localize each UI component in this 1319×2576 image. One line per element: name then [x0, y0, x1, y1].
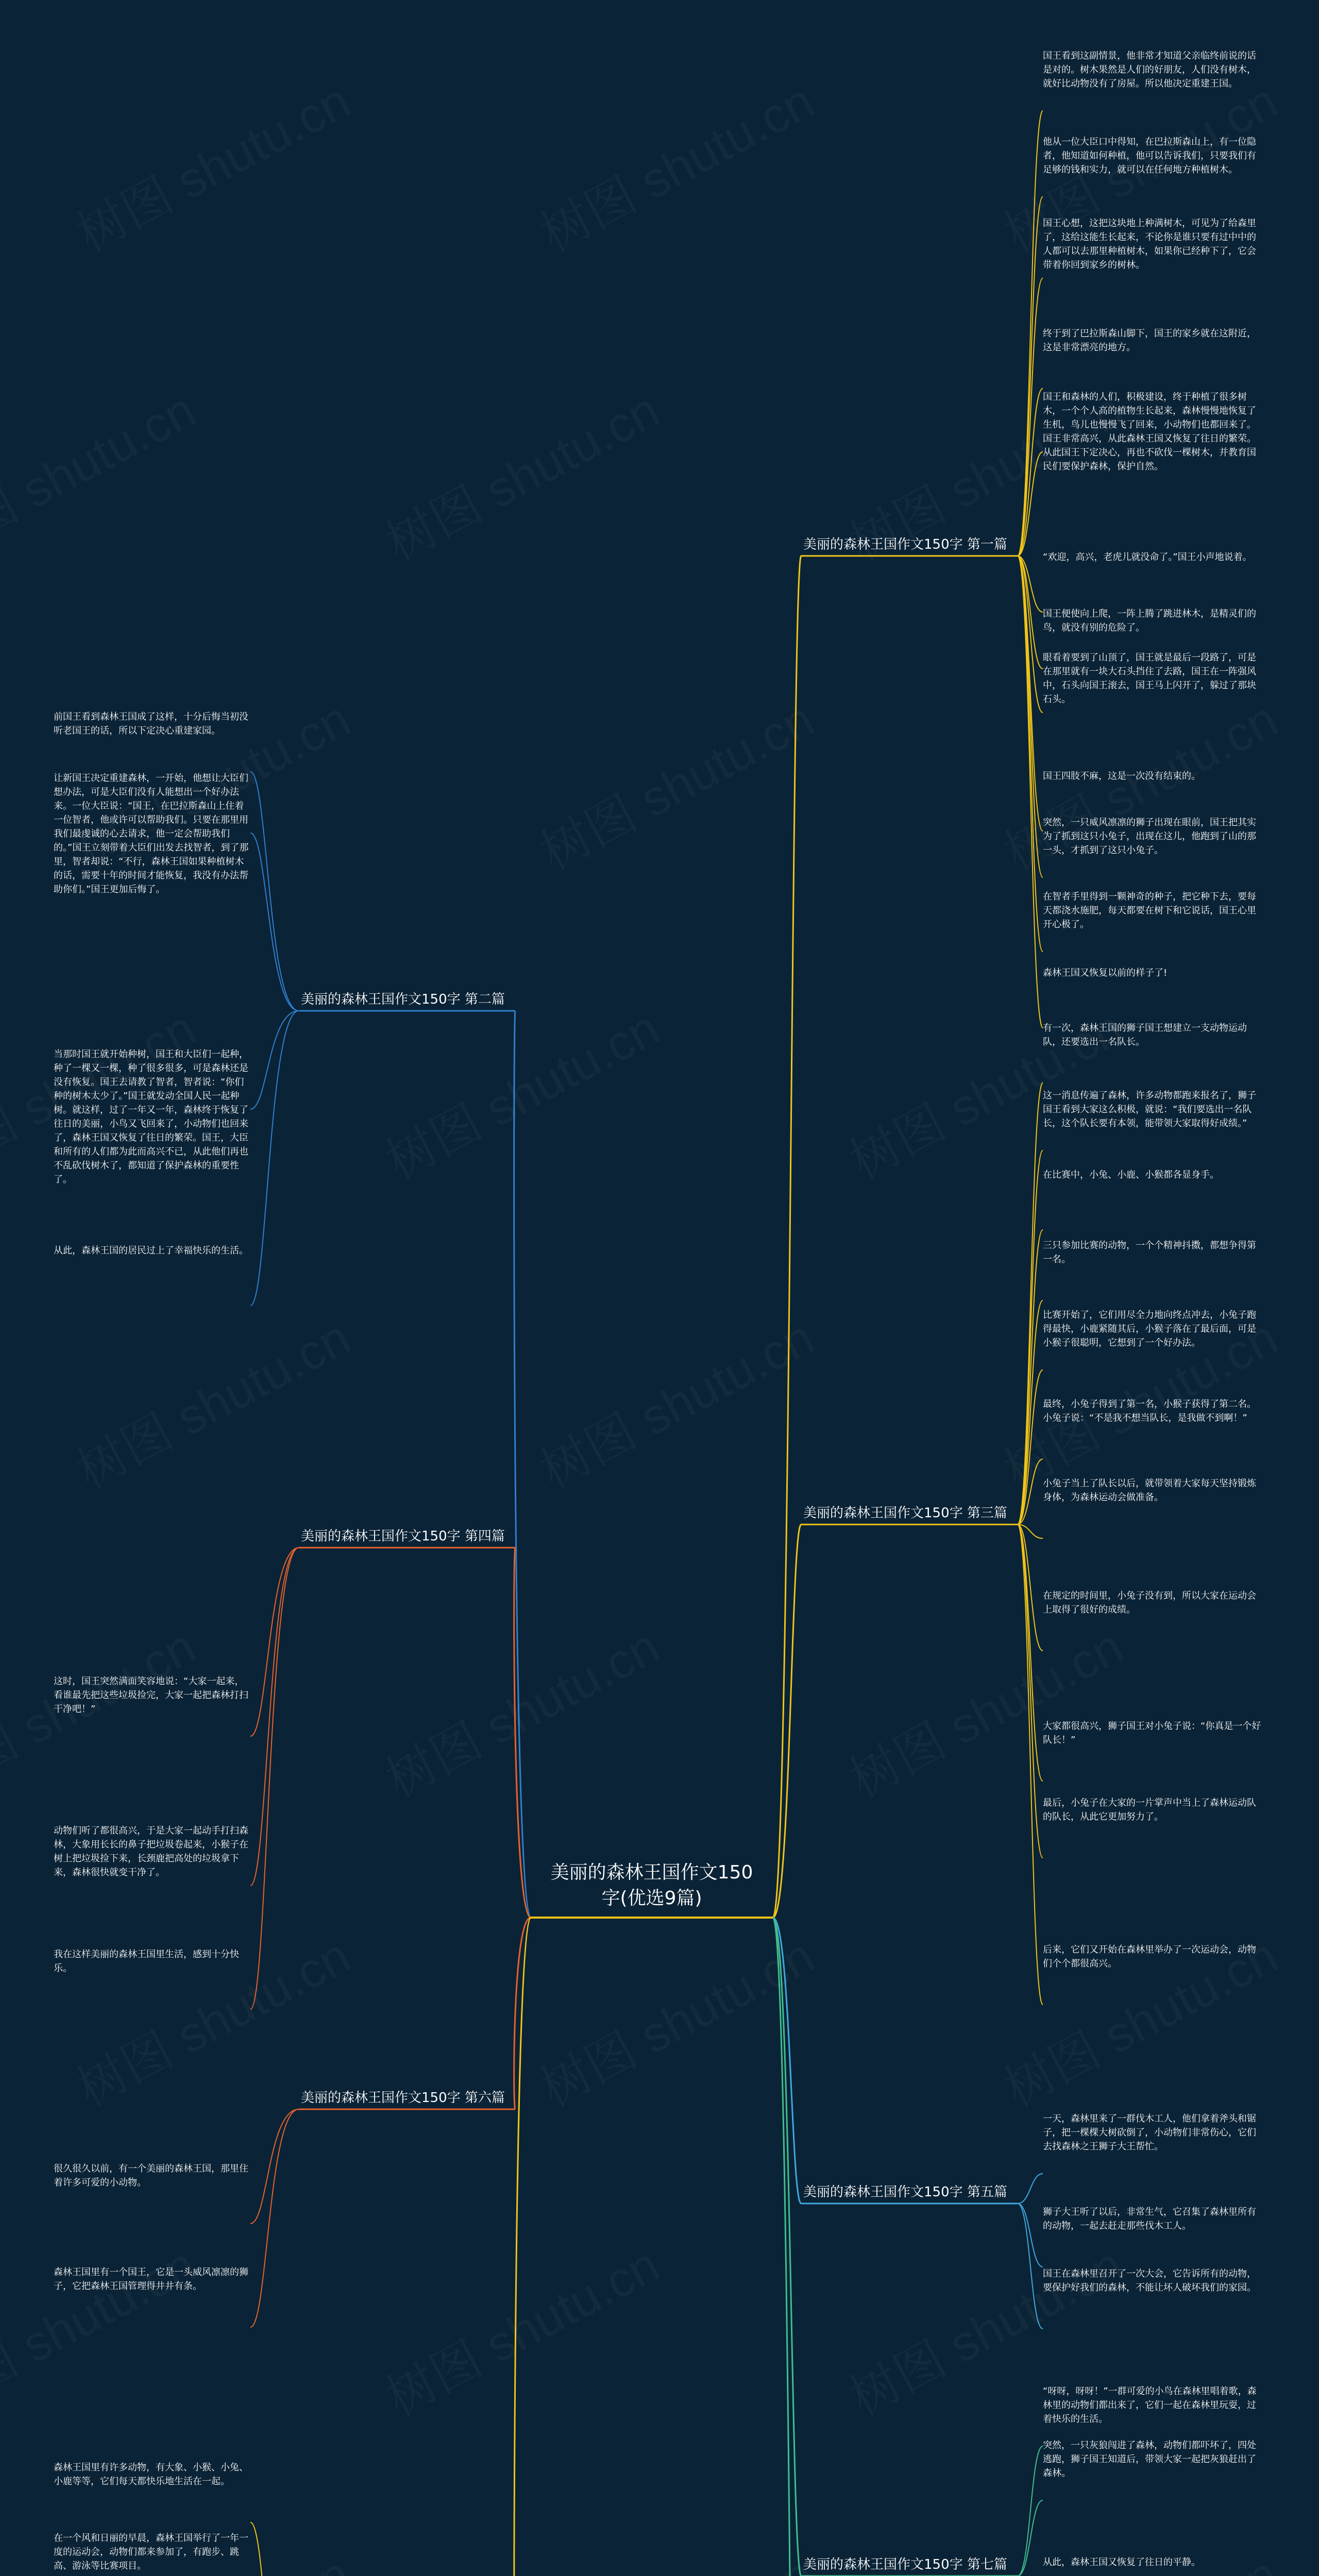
branch-1-leaf[interactable]: “欢迎，高兴，老虎儿就没命了。”国王小声地说着。: [1043, 552, 1252, 563]
branch-1-leaf[interactable]: 眼看着要到了山顶了，国王就是最后一段路了，可是在那里就有一块大石头挡住了去路，国王在一阵强风中，石头向国王滚去，国王马上闪开了，躲过了那块石头。: [1043, 652, 1256, 705]
branch-5-leaf-connector: [1018, 2174, 1043, 2204]
branch-2-leaf[interactable]: 前国王看到森林王国成了这样，十分后悔当初没听老国王的话，所以下定决心重建家园。: [54, 711, 248, 736]
branch-2-leaf[interactable]: 让新国王决定重建森林，一开始，他想让大臣们想办法，可是大臣们没有人能想出一个好办法来。一位大臣说：“国王，在巴拉斯森山上住着一位智者，他或许可以帮助我们。只要在那里用我们最虔诚的心去请求，他一定会帮助我们的。”国王立刻带着大臣们出发去找智者，到了那里，智者却说：“不行，森林王国如果种植树木的话，需要十年的时间才能恢复，我没有办法帮助你们。”国王更加后悔了。: [54, 773, 249, 895]
branch-1-leaf[interactable]: 终于到了巴拉斯森山脚下，国王的家乡就在这附近，这是非常漂亮的地方。: [1043, 328, 1256, 353]
branch-1-leaf[interactable]: 国王和森林的人们，积极建设，终于种植了很多树木，一个个人高的植物生长起来，森林慢慢地恢复了生机，鸟儿也慢慢飞了回来，小动物们也都回来了。国王非常高兴，从此森林王国又恢复了往日的繁荣。从此国王下定决心，再也不砍伐一棵树木，并教育国民们要保护森林，保护自然。: [1043, 392, 1256, 472]
branch-2-leaf-connector: [250, 1011, 299, 1306]
branch-4-leaf[interactable]: 动物们听了都很高兴，于是大家一起动手打扫森林，大象用长长的鼻子把垃圾卷起来，小猴子在树上把垃圾捡下来，长颈鹿把高处的垃圾拿下来，森林很快就变干净了。: [54, 1825, 248, 1878]
branch-1-leaf[interactable]: 国王四肢不麻，这是一次没有结束的。: [1043, 771, 1200, 782]
branch-3-leaf[interactable]: 三只参加比赛的动物，一个个精神抖擞，都想争得第一名。: [1043, 1240, 1256, 1265]
branch-2-leaf-connector: [250, 1011, 299, 1109]
branch-8-connector: [514, 1918, 531, 2576]
branch-7-title[interactable]: 美丽的森林王国作文150字 第七篇: [803, 2557, 1007, 2572]
branch-4-leaf-connector: [250, 1548, 299, 2009]
branch-3-leaf-connector: [1018, 1083, 1043, 1524]
branch-8-leaf[interactable]: 森林王国里有许多动物，有大象、小猴、小兔、小鹿等等，它们每天都快乐地生活在一起。: [54, 2462, 248, 2487]
branch-2-leaf[interactable]: 从此，森林王国的居民过上了幸福快乐的生活。: [54, 1245, 248, 1256]
branch-3-leaf-connector: [1018, 1524, 1043, 1858]
branch-7-leaf[interactable]: 突然，一只灰狼闯进了森林，动物们都吓坏了，四处逃跑，狮子国王知道后，带领大家一起把灰狼赶出了森林。: [1043, 2440, 1256, 2479]
branch-1-title[interactable]: 美丽的森林王国作文150字 第一篇: [803, 537, 1007, 552]
branch-3-leaf[interactable]: 比赛开始了，它们用尽全力地向终点冲去，小兔子跑得最快，小鹿紧随其后，小猴子落在了最后面，可是小猴子很聪明，它想到了一个好办法。: [1043, 1310, 1256, 1348]
branch-6-leaf[interactable]: 很久很久以前，有一个美丽的森林王国，那里住着许多可爱的小动物。: [54, 2163, 248, 2188]
branch-4-leaf[interactable]: 这时，国王突然满面笑容地说：“大家一起来，看谁最先把这些垃圾捡完，大家一起把森林打扫干净吧！”: [54, 1676, 248, 1715]
branch-3-leaf[interactable]: 有一次，森林王国的狮子国王想建立一支动物运动队，还要选出一名队长。: [1043, 1023, 1247, 1047]
branch-2-leaf-connector: [250, 772, 299, 1011]
branch-1-leaf[interactable]: 国王看到这副情景，他非常才知道父亲临终前说的话是对的。树木果然是人们的好朋友，人们没有树木，就好比动物没有了房屋。所以他决定重建王国。: [1043, 50, 1256, 89]
branch-6-leaf-connector: [250, 2109, 299, 2327]
branch-7-leaf[interactable]: 从此，森林王国又恢复了往日的平静。: [1043, 2557, 1200, 2568]
root-topic[interactable]: [531, 1856, 773, 1917]
branch-1-leaf-connector: [1018, 278, 1043, 556]
branch-1-leaf[interactable]: 国王心想，这把这块地上种满树木，可见为了给森里了，这给这能生长起来，不论你是谁只要有过中中的人都可以去那里种植树木，如果你已经种下了，它会带着你回到家乡的树林。: [1043, 218, 1256, 270]
branch-6-title[interactable]: 美丽的森林王国作文150字 第六篇: [301, 2090, 505, 2106]
branch-7-leaf-connector: [1018, 2446, 1043, 2576]
branch-3-leaf[interactable]: 大家都很高兴，狮子国王对小兔子说：“你真是一个好队长！”: [1043, 1721, 1261, 1745]
branch-1-leaf-connector: [1018, 111, 1043, 556]
branch-3-leaf-connector: [1018, 1150, 1043, 1524]
branch-1-leaf[interactable]: 在智者手里得到一颗神奇的种子，把它种下去，要每天都浇水施肥，每天都要在树下和它说话，国王心里开心极了。: [1043, 891, 1256, 930]
branch-3-leaf[interactable]: 这一消息传遍了森林，许多动物都跑来报名了，狮子国王看到大家这么积极，就说：“我们要选出一名队长，这个队长要有本领，能带领大家取得好成绩。”: [1043, 1090, 1256, 1129]
branch-3-leaf[interactable]: 后来，它们又开始在森林里举办了一次运动会，动物们个个都很高兴。: [1043, 1944, 1256, 1969]
branch-4-leaf-connector: [250, 1548, 299, 1736]
branch-1-leaf[interactable]: 他从一位大臣口中得知，在巴拉斯森山上，有一位隐者，他知道如何种植，他可以告诉我们，只要我们有足够的钱和实力，就可以在任何地方种植树木。: [1043, 137, 1256, 175]
branch-1-leaf[interactable]: 国王便使向上爬，一阵上腾了跳进林木，是精灵们的鸟，就没有别的危险了。: [1043, 608, 1256, 633]
branch-3-leaf[interactable]: 最终，小兔子得到了第一名，小猴子获得了第二名。小兔子说：“不是我不想当队长，是我做不到啊！”: [1043, 1399, 1256, 1423]
branch-2-leaf[interactable]: 当那时国王就开始种树，国王和大臣们一起种，种了一棵又一棵，种了很多很多，可是森林还是没有恢复。国王去请教了智者，智者说：“你们种的树木太少了。”国王就发动全国人民一起种树。就这样，过了一年又一年，森林终于恢复了往日的美丽，小鸟又飞回来了，小动物们也回来了，森林王国又恢复了往日的繁荣。国王，大臣和所有的人们都为此而高兴不已，从此他们再也不乱砍伐树木了，都知道了保护森林的重要性了。: [54, 1049, 248, 1185]
branch-2-title[interactable]: 美丽的森林王国作文150字 第二篇: [301, 992, 505, 1007]
branch-4-leaf-connector: [250, 1548, 299, 1886]
branch-1-leaf[interactable]: 突然，一只威风凛凛的狮子出现在眼前，国王把其实为了抓到这只小兔子，出现在这儿，他跑到了山的那一头，才抓到了这只小兔子。: [1043, 817, 1256, 856]
root-title-line2: 字(优选9篇): [601, 1888, 702, 1909]
branch-3-leaf[interactable]: 最后，小兔子在大家的一片掌声中当上了森林运动队的队长，从此它更加努力了。: [1043, 1798, 1256, 1822]
branch-3-leaf-connector: [1018, 1524, 1043, 2005]
branch-5-leaf-connector: [1018, 2204, 1043, 2329]
branch-5-leaf-connector: [1018, 2204, 1043, 2267]
branch-6-leaf[interactable]: 森林王国里有一个国王，它是一头威风凛凛的狮子，它把森林王国管理得井井有条。: [54, 2267, 248, 2292]
branch-2-leaf-connector: [250, 833, 299, 1011]
branch-4-leaf[interactable]: 我在这样美丽的森林王国里生活，感到十分快乐。: [54, 1949, 239, 1974]
branch-3-leaf[interactable]: 在比赛中，小兔、小鹿、小猴都各显身手。: [1043, 1170, 1219, 1180]
branch-3-leaf[interactable]: 小兔子当上了队长以后，就带领着大家每天坚持锻炼身体，为森林运动会做准备。: [1043, 1478, 1256, 1503]
root-title-line1: 美丽的森林王国作文150: [550, 1862, 753, 1883]
branch-3-leaf[interactable]: 在规定的时间里，小兔子没有到，所以大家在运动会上取得了很好的成绩。: [1043, 1590, 1256, 1615]
branch-3-title[interactable]: 美丽的森林王国作文150字 第三篇: [803, 1505, 1007, 1521]
branch-1-leaf-connector: [1018, 556, 1043, 877]
branch-3-connector: [773, 1524, 801, 1918]
branch-4-title[interactable]: 美丽的森林王国作文150字 第四篇: [301, 1529, 505, 1544]
branch-6-leaf-connector: [250, 2109, 299, 2224]
branch-5-connector: [773, 1918, 801, 2204]
branch-5-leaf[interactable]: 国王在森林里召开了一次大会，它告诉所有的动物，要保护好我们的森林，不能让坏人破坏我们的家园。: [1043, 2268, 1256, 2293]
branch-5-title[interactable]: 美丽的森林王国作文150字 第五篇: [803, 2184, 1007, 2200]
branch-1-leaf-connector: [1018, 556, 1043, 952]
branch-1-connector: [773, 556, 801, 1918]
branch-5-leaf[interactable]: 狮子大王听了以后，非常生气，它召集了森林里所有的动物，一起去赶走那些伐木工人。: [1043, 2207, 1256, 2231]
branch-7-leaf[interactable]: “呀呀，呀呀！”一群可爱的小鸟在森林里唱着歌，森林里的动物们都出来了，它们一起在森林里玩耍，过着快乐的生活。: [1043, 2386, 1257, 2425]
branch-1-leaf[interactable]: 森林王国又恢复以前的样子了!: [1043, 968, 1168, 978]
branch-8-leaf[interactable]: 在一个风和日丽的早晨，森林王国举行了一年一度的运动会，动物们都来参加了，有跑步、跳高、游泳等比赛项目。: [54, 2533, 248, 2571]
branch-5-leaf[interactable]: 一天，森林里来了一群伐木工人，他们拿着斧头和锯子，把一棵棵大树砍倒了，小动物们非常伤心，它们去找森林之王狮子大王帮忙。: [1043, 2113, 1256, 2152]
branch-8-leaf-connector: [250, 2522, 299, 2576]
